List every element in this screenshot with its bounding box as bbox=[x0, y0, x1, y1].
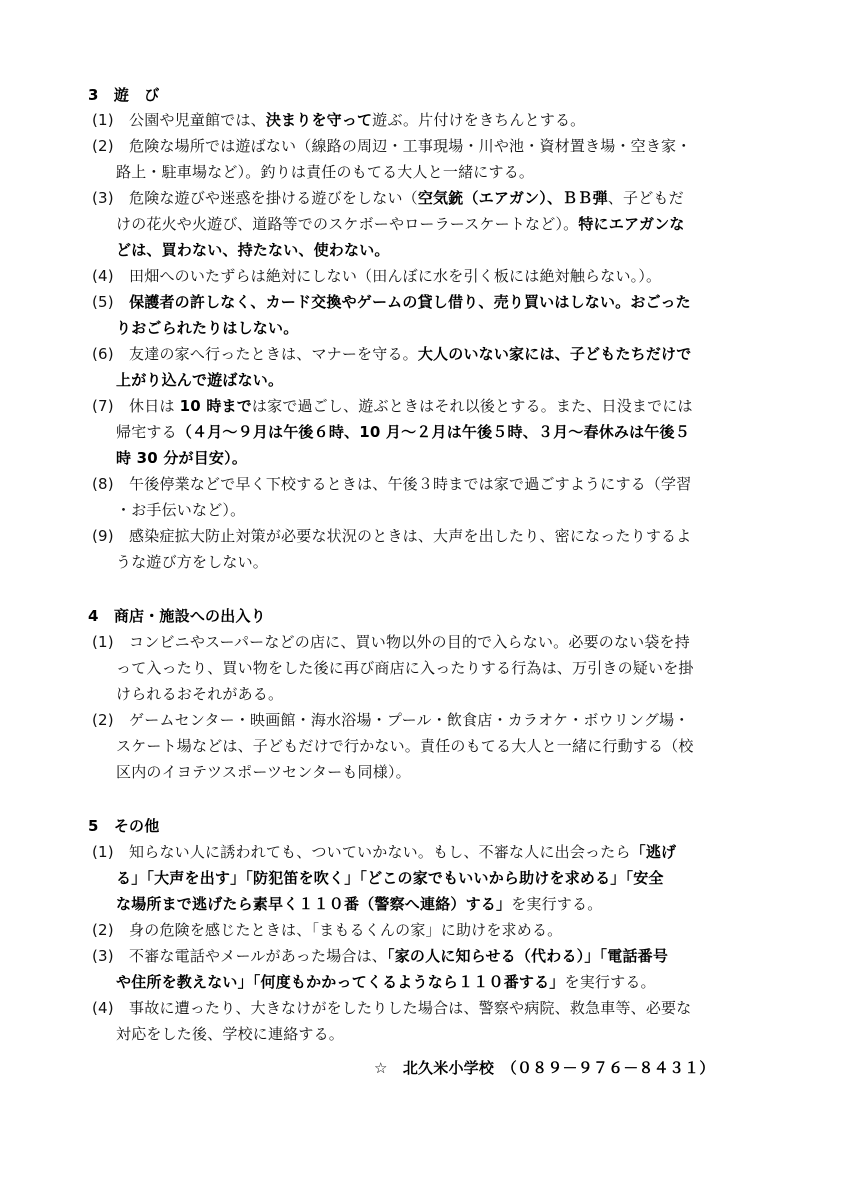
text-line bbox=[116, 500, 245, 520]
text-run: (9) 感染症拡大防止対策が必要な状況のときは、大声を出したり、密になったりするよ bbox=[92, 527, 692, 545]
bold-text: る」「大声を出す」「防犯笛を吹く」「どこの家でもいいから助けを求める」「安全 bbox=[116, 869, 664, 887]
text-run: (2) ゲームセンター・映画館・海水浴場・プール・飲食店・カラオケ・ボウリング場・ bbox=[92, 711, 690, 729]
text-line bbox=[116, 894, 602, 914]
text-line bbox=[92, 710, 690, 730]
text-line bbox=[116, 240, 390, 260]
bold-text: 保護者の許しなく、カード交換やゲームの貸し借り、売り買いはしない。おごった bbox=[129, 293, 691, 311]
bold-text: 特にエアガンな bbox=[578, 215, 685, 233]
bold-text: （４月～９月は午後６時、10 月～２月は午後５時、３月～春休みは午後５ bbox=[176, 423, 690, 441]
text-line bbox=[92, 842, 676, 862]
text-line bbox=[92, 920, 562, 940]
bold-text: 3 遊 び bbox=[88, 86, 160, 104]
text-line bbox=[116, 1024, 344, 1044]
text-run: (1) 知らない人に誘われても、ついていかない。もし、不審な人に出会ったら bbox=[92, 843, 631, 861]
text-run: (2) 身の危険を感じたときは、「まもるくんの家」に助けを求める。 bbox=[92, 921, 563, 939]
bold-text: 4 商店・施設への出入り bbox=[88, 607, 266, 625]
text-line bbox=[92, 396, 693, 416]
bold-text: 大人のいない家には、子どもたちだけで bbox=[417, 345, 692, 363]
text-line bbox=[92, 998, 691, 1018]
text-line bbox=[92, 188, 684, 208]
text-line bbox=[116, 868, 664, 888]
text-line bbox=[116, 552, 268, 572]
text-line bbox=[116, 972, 656, 992]
text-line bbox=[92, 474, 691, 494]
text-line bbox=[92, 292, 691, 312]
text-line bbox=[92, 526, 691, 546]
bold-text: ☆ 北久米小学校 （０８９－９７６－８４３１） bbox=[374, 1059, 715, 1077]
text-line bbox=[116, 370, 283, 390]
text-line bbox=[92, 136, 691, 156]
text-run: (3) 危険な遊びや迷惑を掛ける遊びをしない（ bbox=[92, 189, 418, 207]
text-line bbox=[374, 1058, 715, 1078]
text-run: 遊ぶ。片付けをきちんとする。 bbox=[372, 111, 586, 129]
text-line bbox=[116, 684, 283, 704]
text-line bbox=[92, 632, 690, 652]
text-run: (1) コンビニやスーパーなどの店に、買い物以外の目的で入らない。必要のない袋を持 bbox=[92, 633, 690, 651]
text-run: って入ったり、買い物をした後に再び商店に入ったりする行為は、万引きの疑いを掛 bbox=[116, 659, 694, 677]
bold-text: 5 その他 bbox=[88, 817, 160, 835]
text-run: は家で過ごし、遊ぶときはそれ以後とする。また、日没までには bbox=[251, 397, 693, 415]
text-line bbox=[92, 110, 585, 130]
text-run: (4) 田畑へのいたずらは絶対にしない（田んぼに水を引く板には絶対触らない。）。 bbox=[92, 267, 662, 285]
text-line bbox=[88, 85, 159, 105]
bold-text: 「家の人に知らせる（代わる）」「電話番号 bbox=[387, 947, 669, 965]
bold-text: 10 時まで bbox=[179, 397, 252, 415]
text-run: (8) 午後停業などで早く下校するときは、午後３時までは家で過ごすようにする（学習 bbox=[92, 475, 692, 493]
text-line bbox=[116, 762, 411, 782]
text-line bbox=[92, 266, 661, 286]
text-run: を実行する。 bbox=[564, 973, 656, 991]
text-run: けられるおそれがある。 bbox=[116, 685, 284, 703]
bold-text: 時 30 分が目安）。 bbox=[116, 449, 248, 467]
text-run: (5) bbox=[92, 293, 130, 311]
text-line bbox=[88, 816, 159, 836]
text-run: うな遊び方をしない。 bbox=[116, 553, 269, 571]
text-line bbox=[88, 606, 266, 626]
text-run: 帰宅する bbox=[116, 423, 177, 441]
bold-text: や住所を教えない」「何度もかかってくるようなら１１０番する」 bbox=[116, 973, 565, 991]
text-run: 路上・駐車場など）。釣りは責任のもてる大人と一緒にする。 bbox=[116, 163, 535, 181]
text-run: (4) 事故に遭ったり、大きなけがをしたりした場合は、警察や病院、救急車等、必要な bbox=[92, 999, 692, 1017]
bold-text: どは、買わない、持たない、使わない。 bbox=[116, 241, 390, 259]
bold-text: りおごられたりはしない。 bbox=[116, 319, 299, 337]
text-run: スケート場などは、子どもだけで行かない。責任のもてる大人と一緒に行動する（校 bbox=[116, 737, 694, 755]
text-run: (1) 公園や児童館では、 bbox=[92, 111, 266, 129]
text-run: を実行する。 bbox=[511, 895, 603, 913]
bold-text: 空気銃（エアガン）、ＢＢ弾 bbox=[417, 189, 608, 207]
bold-text: な場所まで逃げたら素早く１１０番（警察へ連絡）する」 bbox=[116, 895, 512, 913]
text-line bbox=[116, 214, 685, 234]
text-line bbox=[116, 658, 694, 678]
bold-text: 上がり込んで遊ばない。 bbox=[116, 371, 284, 389]
text-run: 対応をした後、学校に連絡する。 bbox=[116, 1025, 345, 1043]
text-run: けの花火や火遊び、道路等でのスケボーやローラースケートなど）。 bbox=[116, 215, 579, 233]
text-run: ・お手伝いなど）。 bbox=[116, 501, 246, 519]
text-line bbox=[116, 736, 694, 756]
text-run: (2) 危険な場所では遊ばない（線路の周辺・工事現場・川や池・資材置き場・空き家・ bbox=[92, 137, 692, 155]
bold-text: 「逃げ bbox=[630, 843, 677, 861]
text-line bbox=[116, 422, 690, 442]
text-line bbox=[116, 318, 298, 338]
text-line bbox=[92, 946, 668, 966]
text-run: 、子どもだ bbox=[607, 189, 684, 207]
text-run: (6) 友達の家へ行ったときは、マナーを守る。 bbox=[92, 345, 418, 363]
text-run: (3) 不審な電話やメールがあった場合は、 bbox=[92, 947, 387, 965]
text-line bbox=[116, 448, 247, 468]
text-run: (7) 休日は bbox=[92, 397, 180, 415]
text-run: 区内のイヨテツスポーツセンターも同様）。 bbox=[116, 763, 411, 781]
text-line bbox=[92, 344, 691, 364]
bold-text: 決まりを守って bbox=[265, 111, 373, 129]
text-line bbox=[116, 162, 534, 182]
